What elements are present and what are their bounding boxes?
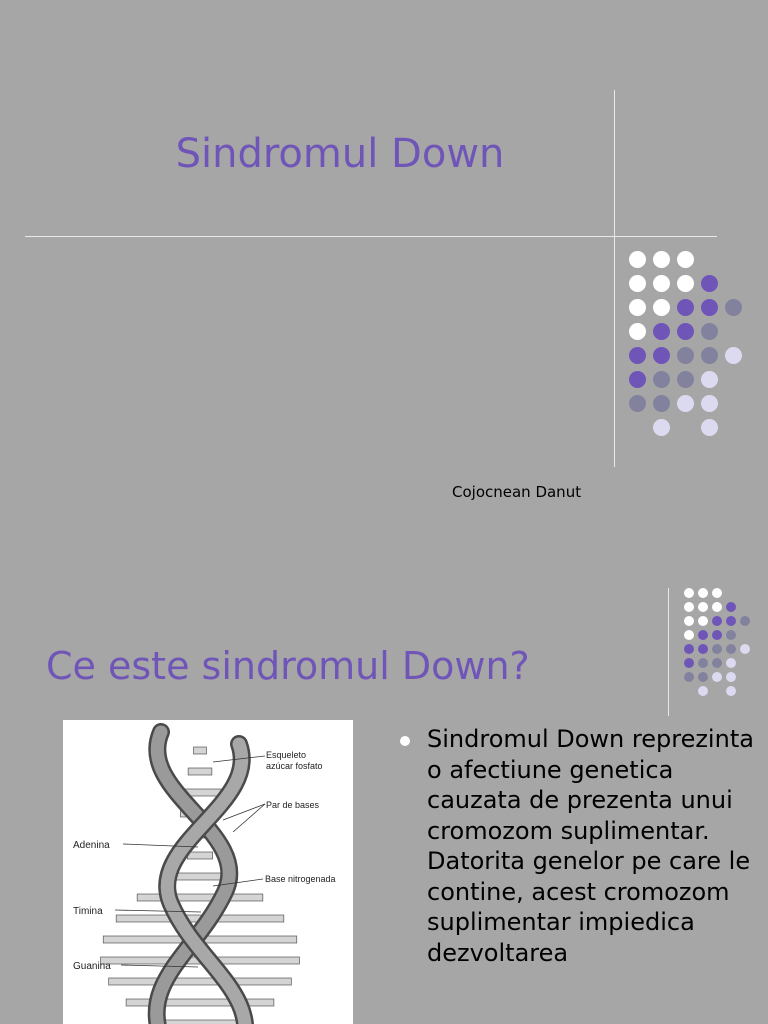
author-name: Cojocnean Danut [452,483,582,501]
horizontal-divider [25,236,717,237]
decorative-dot [725,299,742,316]
decorative-dot [726,602,736,612]
decorative-dot [740,616,750,626]
decorative-dot [740,644,750,654]
content-slide [0,560,768,1024]
label-backbone-2: azúcar fosfato [266,761,323,771]
decorative-dot [684,588,694,598]
slide-title: Sindromul Down [175,131,505,177]
decorative-dot [677,299,694,316]
decorative-dot [684,630,694,640]
decorative-dot [629,395,646,412]
dna-diagram [63,720,353,1024]
decorative-dot [701,299,718,316]
dna-helix-image [63,720,353,1024]
decorative-dot [629,371,646,388]
label-thymine: Timina [73,906,103,917]
decorative-dot [653,323,670,340]
decorative-dot [712,630,722,640]
decorative-dot [629,299,646,316]
decorative-dot [712,644,722,654]
decorative-dot [677,371,694,388]
decorative-dot [726,672,736,682]
decorative-dot [701,347,718,364]
decorative-dot [629,323,646,340]
decorative-dot [698,630,708,640]
decorative-dot [677,251,694,268]
decorative-dot [712,658,722,668]
decorative-dot [653,275,670,292]
decorative-dot [684,658,694,668]
label-backbone-1: Esqueleto [266,750,307,760]
decorative-dot [698,588,708,598]
decorative-dot [712,602,722,612]
decorative-dot [726,644,736,654]
decorative-dot [653,251,670,268]
decorative-dot [653,299,670,316]
bullet-point-icon [400,736,410,746]
decorative-dot [712,588,722,598]
label-guanine: Guanina [73,961,111,972]
decorative-dot [726,686,736,696]
decorative-dot [698,686,708,696]
decorative-dot [677,275,694,292]
slide-heading: Ce este sindromul Down? [46,644,530,688]
vertical-divider [668,588,669,716]
decorative-dot [725,347,742,364]
decorative-dot [712,616,722,626]
bullet-text: Sindromul Down reprezinta o afectiune genetica cauzata de prezenta unui cromozom suplimentar. Datorita genelor pe care le contine, acest cromozom suplimentar impiedica dezvoltarea [427,725,754,967]
decorative-dot [701,419,718,436]
decorative-dot [701,371,718,388]
label-base-pairs: Par de bases [266,800,320,810]
decorative-dot [629,251,646,268]
decorative-dot [726,658,736,668]
decorative-dot [629,347,646,364]
decorative-dot [684,672,694,682]
decorative-dot [726,616,736,626]
decorative-dot [653,371,670,388]
label-nitrogen-base: Base nitrogenada [265,874,336,884]
decorative-dot [701,275,718,292]
decorative-dot [653,419,670,436]
decorative-dot [684,616,694,626]
decorative-dot [698,616,708,626]
decorative-dot [712,672,722,682]
decorative-dot [698,602,708,612]
decorative-dot [629,275,646,292]
decorative-dot [653,347,670,364]
decorative-dot [701,323,718,340]
decorative-dot [677,395,694,412]
decorative-dot [726,630,736,640]
decorative-dot [698,672,708,682]
decorative-dot [684,602,694,612]
decorative-dot [653,395,670,412]
decorative-dot [698,658,708,668]
decorative-dot [684,644,694,654]
label-adenine: Adenina [73,840,110,851]
decorative-dot [701,395,718,412]
decorative-dot [698,644,708,654]
decorative-dot [677,347,694,364]
decorative-dot [677,323,694,340]
